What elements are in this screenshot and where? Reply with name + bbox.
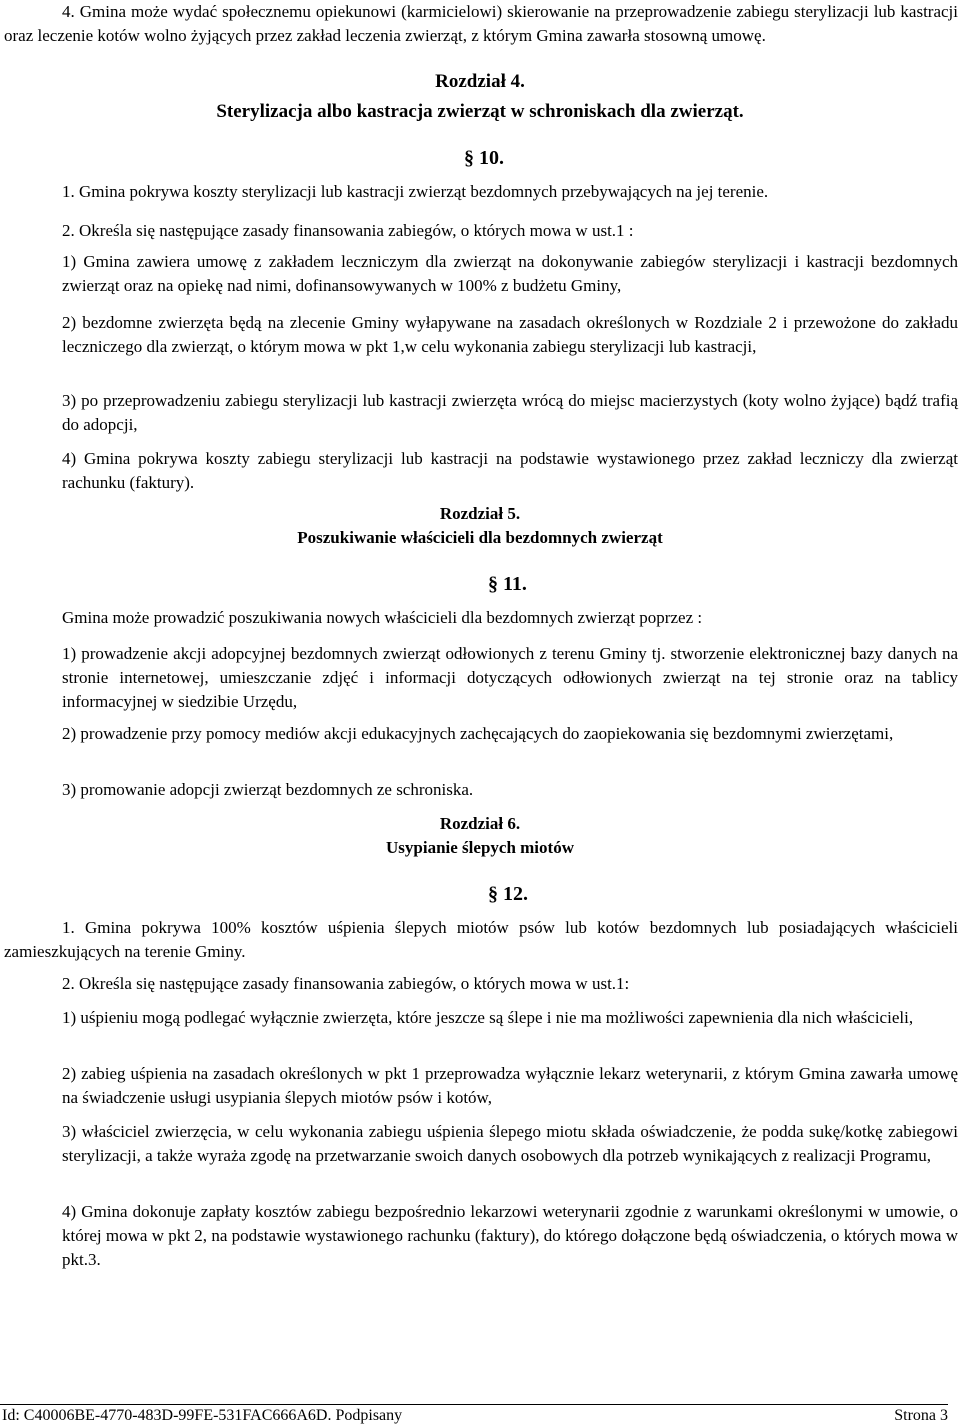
section-11-item-3: 3) promowanie adopcji zwierząt bezdomnych ze schroniska. — [62, 780, 474, 799]
page-footer — [0, 1404, 948, 1427]
section-12-point-2: 2. Określa się następujące zasady finansowania zabiegów, o których mowa w ust.1: — [62, 974, 630, 993]
chapter-4-title: Rozdział 4. — [435, 71, 525, 92]
chapter-5-title: Rozdział 5. — [439, 504, 521, 523]
section-10-point-1: 1. Gmina pokrywa koszty sterylizacji lub kastracji zwierząt bezdomnych przebywających na jej terenie. — [62, 182, 769, 201]
section-10-item-1: 1) Gmina zawiera umowę z zakładem leczniczym dla zwierząt na dokonywanie zabiegów sterylizacji i kastracji bezdomnych zwierząt oraz na opiekę nad nimi, dofinansowywanych w 100% z budżetu Gminy, — [62, 252, 958, 295]
chapter-6-subtitle: Usypianie ślepych miotów — [386, 838, 574, 857]
section-12-point-1: 1. Gmina pokrywa 100% kosztów uśpienia ślepych miotów psów lub kotów bezdomnych lub posiadających właścicieli zamieszkujących na terenie Gminy. — [4, 918, 958, 961]
section-12-item-2: 2) zabieg uśpienia na zasadach określonych w pkt 1 przeprowadza wyłącznie lekarz weterynarii, z którym Gmina zawarła umowę na świadczenie usługi usypiania ślepych miotów psów i kotów, — [62, 1064, 958, 1107]
section-10-point-2: 2. Określa się następujące zasady finansowania zabiegów, o których mowa w ust.1 : — [62, 221, 634, 240]
section-10-item-2: 2) bezdomne zwierzęta będą na zlecenie Gminy wyłapywane na zasadach określonych w Rozdziale 2 i przewożone do zakładu leczniczego dla zwierząt, o którym mowa w pkt 1,w celu wykonania zabiegu sterylizacji lub kastracji, — [62, 313, 958, 356]
paragraph-4-karmiciel: 4. Gmina może wydać społecznemu opiekunowi (karmicielowi) skierowanie na przeprowadzenie zabiegu sterylizacji lub kastracji oraz leczenie kotów wolno żyjących przez zakład leczenia zwierząt, z którym Gmina zawarła stosowną umowę. — [4, 2, 958, 45]
section-10-number: § 10. — [464, 147, 504, 169]
section-12-item-1: 1) uśpieniu mogą podlegać wyłącznie zwierzęta, które jeszcze są ślepe i nie ma możliwości zapewnienia dla nich właścicieli, — [62, 1008, 914, 1027]
chapter-4-subtitle: Sterylizacja albo kastracja zwierząt w schroniskach dla zwierząt. — [216, 101, 744, 122]
section-12-item-4: 4) Gmina dokonuje zapłaty kosztów zabiegu bezpośrednio lekarzowi weterynarii zgodnie z warunkami określonymi w umowie, o której mowa w pkt 2, na podstawie wystawionego rachunku (faktury), do którego dołączone będą oświadczenia, o których mowa w pkt.3. — [62, 1202, 958, 1269]
section-11-number: § 11. — [488, 573, 527, 595]
section-10-item-3: 3) po przeprowadzeniu zabiegu sterylizacji lub kastracji zwierzęta wrócą do miejsc macierzystych (koty wolno żyjące) bądź trafią do adopcji, — [62, 391, 958, 434]
section-10-item-4: 4) Gmina pokrywa koszty zabiegu sterylizacji lub kastracji na podstawie wystawionego przez zakład leczniczy dla zwierząt rachunku (faktury). — [62, 449, 958, 492]
section-12-marker — [488, 882, 568, 906]
document-id: Id: C40006BE-4770-483D-99FE-531FAC666A6D. Podpisany — [2, 1407, 403, 1424]
section-11-item-1: 1) prowadzenie akcji adopcyjnej bezdomnych zwierząt odłowionych z terenu Gminy tj. stworzenie elektronicznej bazy danych na stronie internetowej, umieszczanie zdjęć i informacji dotyczących odłowionych zwierząt na tej stronie oraz na tablicy informacyjnej w siedzibie Urzędu, — [62, 644, 958, 711]
chapter-5-subtitle: Poszukiwanie właścicieli dla bezdomnych zwierząt — [297, 528, 663, 547]
section-11-item-2: 2) prowadzenie przy pomocy mediów akcji edukacyjnych zachęcających do zaopiekowania się bezdomnymi zwierzętami, — [62, 724, 894, 743]
page-number: Strona 3 — [894, 1407, 948, 1424]
section-11-marker — [488, 572, 568, 596]
chapter-6-title: Rozdział 6. — [439, 814, 521, 833]
section-11-intro: Gmina może prowadzić poszukiwania nowych właścicieli dla bezdomnych zwierząt poprzez : — [62, 608, 703, 627]
section-12-number: § 12. — [488, 883, 528, 905]
section-12-item-3: 3) właściciel zwierzęcia, w celu wykonania zabiegu uśpienia ślepego miotu składa oświadczenie, że podda sukę/kotkę zabiegowi sterylizacji, a także wyraża zgodę na przetwarzanie swoich danych osobowych dla potrzeb wynikających z realizacji Programu, — [62, 1122, 958, 1165]
section-10-marker — [464, 146, 544, 170]
